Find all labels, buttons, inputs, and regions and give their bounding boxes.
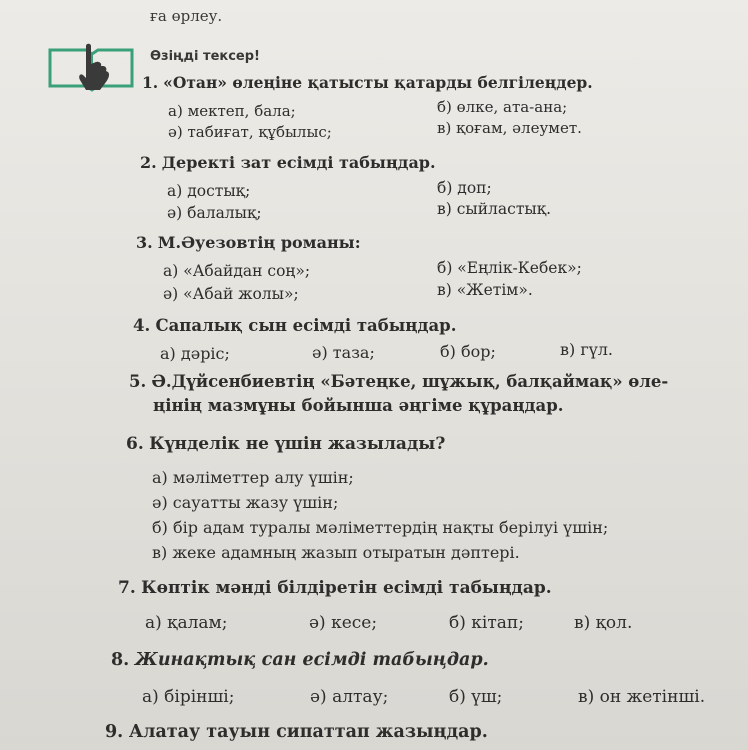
q1-option-v: в) қоғам, әлеумет.: [437, 119, 582, 137]
q1-option-a: а) мектеп, бала;: [168, 102, 296, 120]
question-text: «Отан» өлеңіне қатысты қатарды белгілеңдер.: [163, 73, 593, 92]
q3-option-b: б) «Еңлік-Кебек»;: [437, 259, 582, 277]
question-3: [136, 233, 361, 252]
question-6: [126, 434, 445, 454]
question-number: 7.: [118, 578, 136, 598]
question-1: [142, 73, 593, 92]
q8-option-ae: ә) алтау;: [310, 687, 389, 707]
question-text: Алатау тауын сипаттап жазыңдар.: [128, 722, 488, 742]
q2-option-a: а) достық;: [167, 182, 251, 200]
q3-option-ae: ә) «Абай жолы»;: [163, 285, 299, 303]
q2-option-b: б) доп;: [437, 179, 492, 197]
question-4: [133, 316, 456, 335]
q7-option-ae: ә) кесе;: [309, 613, 378, 633]
question-text: Көптік мәнді білдіретін есімді табыңдар.: [141, 578, 552, 598]
question-9: [105, 722, 488, 742]
q8-option-b: б) үш;: [449, 687, 503, 707]
question-5-continuation: [153, 396, 564, 415]
question-5: [129, 372, 668, 391]
question-2: [140, 153, 436, 172]
question-number: 1.: [142, 73, 159, 92]
q6-option-a: а) мәліметтер алу үшін;: [152, 468, 354, 487]
question-text: Жинақтық сан есімді табыңдар.: [134, 650, 489, 670]
q7-option-v: в) қол.: [574, 613, 633, 633]
q4-option-v: в) гүл.: [560, 340, 614, 359]
q8-option-v: в) он жетінші.: [578, 687, 706, 707]
previous-text-fragment: ға өрлеу.: [150, 7, 223, 25]
q7-option-a: а) қалам;: [145, 613, 228, 633]
q3-option-a: а) «Абайдан соң»;: [163, 262, 311, 280]
question-8: [111, 650, 489, 670]
q4-option-a: а) дәріс;: [160, 344, 230, 363]
question-number: 3.: [136, 233, 153, 252]
q2-option-v: в) сыйластық.: [437, 200, 552, 218]
q1-option-b: б) өлке, ата-ана;: [437, 98, 568, 116]
q4-option-ae: ә) таза;: [312, 343, 375, 362]
question-number: 4.: [133, 316, 151, 335]
hand-pointer-icon: [46, 42, 136, 92]
question-number: 2.: [140, 153, 157, 172]
question-number: 5.: [129, 372, 147, 391]
q6-option-b: б) бір адам туралы мәліметтердің нақты берілуі үшін;: [152, 518, 609, 537]
q8-option-a: а) бірінші;: [142, 687, 235, 707]
question-number: 6.: [126, 434, 144, 454]
q6-option-ae: ә) сауатты жазу үшін;: [152, 493, 339, 512]
q4-option-b: б) бор;: [440, 342, 496, 361]
question-text: Күнделік не үшін жазылады?: [149, 434, 446, 454]
q3-option-v: в) «Жетім».: [437, 281, 533, 299]
question-text: ңінің мазмұны бойынша әңгіме құраңдар.: [153, 396, 564, 415]
question-number: 8.: [111, 650, 130, 670]
q6-option-v: в) жеке адамның жазып отыратын дәптері.: [152, 543, 520, 562]
q7-option-b: б) кітап;: [449, 613, 524, 633]
question-text: Сапалық сын есімді табыңдар.: [155, 316, 457, 335]
q2-option-ae: ә) балалық;: [167, 204, 262, 222]
question-7: [118, 578, 552, 598]
question-text: Ә.Дүйсенбиевтің «Бәтеңке, шұжық, балқаймақ» өле-: [151, 372, 669, 391]
question-text: Деректі зат есімді табыңдар.: [161, 153, 436, 172]
question-number: 9.: [105, 722, 124, 742]
question-text: М.Әуезовтің романы:: [157, 233, 361, 252]
section-title: Өзіңді тексер!: [150, 49, 260, 64]
q1-option-ae: ә) табиғат, құбылыс;: [168, 123, 332, 141]
